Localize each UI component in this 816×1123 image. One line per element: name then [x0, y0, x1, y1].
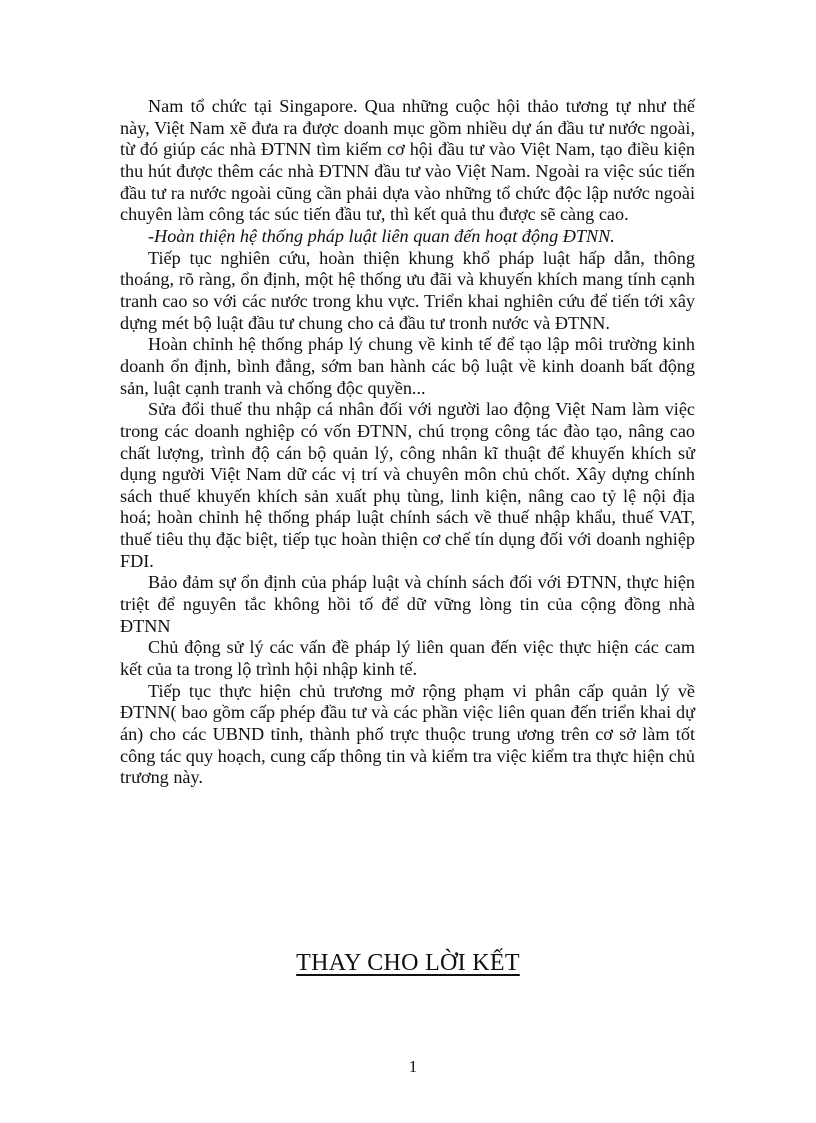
section-heading-legal-system: -Hoàn thiện hệ thống pháp luật liên quan đến hoạt động ĐTNN.: [148, 225, 615, 246]
paragraph-legal-framework: Tiếp tục nghiên cứu, hoàn thiện khung khổ pháp luật hấp dẫn, thông thoáng, rõ ràng, ổn định, một hệ thống ưu đãi và khuyến khích mang tính cạnh tranh cao so với các nước trong khu vực. Triển khai nghiên cứu để tiến tới xây dựng mét bộ luật đầu tư chung cho cả đầu tư tronh nước và ĐTNN.: [120, 247, 695, 333]
paragraph-legal-stability: Bảo đảm sự ổn định của pháp luật và chính sách đối với ĐTNN, thực hiện triệt để nguyên tắc không hồi tố để dữ vững lòng tin của cộng đồng nhà ĐTNN: [120, 572, 695, 636]
paragraph-tax-policy: Sửa đổi thuế thu nhập cá nhân đối với người lao động Việt Nam làm việc trong các doanh nghiệp có vốn ĐTNN, chú trọng công tác đào tạo, nâng cao chất lượng, trình độ cán bộ quản lý, công nhân kĩ thuật để khuyến khích sử dụng người Việt Nam dữ các vị trí và chuyên môn chủ chốt. Xây dựng chính sách thuế khuyến khích sản xuất phụ tùng, linh kiện, nâng cao tỷ lệ nội địa hoá; hoàn chỉnh hệ thống pháp luật chính sách về thuế nhập khẩu, thuế VAT, thuế tiêu thụ đặc biệt, tiếp tục hoàn thiện cơ chế tín dụng đối với doanh nghiệp FDI.: [120, 399, 695, 571]
paragraph-singapore-conferences: Nam tổ chức tại Singapore. Qua những cuộc hội thảo tương tự như thế này, Việt Nam xẽ đưa ra được doanh mục gồm nhiều dự án đầu tư nước ngoài, từ đó giúp các nhà ĐTNN tìm kiếm cơ hội đầu tư vào Việt Nam, tạo điều kiện thu hút được thêm các nhà ĐTNN đầu tư vào Việt Nam. Ngoài ra việc súc tiến đầu tư ra nước ngoài cũng cần phải dựa vào những tổ chức độc lập nước ngoài chuyên làm công tác súc tiến đầu tư, thì kết quả thu được sẽ càng cao.: [120, 96, 695, 225]
paragraph-integration-commitments: Chủ động sử lý các vấn đề pháp lý liên quan đến việc thực hiện các cam kết của ta trong lộ trình hội nhập kinh tế.: [120, 637, 695, 680]
closing-heading: THAY CHO LỜI KẾT: [296, 950, 520, 976]
paragraph-decentralization: Tiếp tục thực hiện chủ trương mở rộng phạm vi phân cấp quản lý về ĐTNN( bao gồm cấp phép đầu tư và các phần việc liên quan đến triển khai dự án) cho các UBND tỉnh, thành phố trực thuộc trung ương trên cơ sở làm tốt công tác quy hoạch, cung cấp thông tin và kiểm tra việc kiểm tra thực hiện chủ trương này.: [120, 680, 695, 788]
paragraph-economic-law: Hoàn chỉnh hệ thống pháp lý chung về kinh tế để tạo lập môi trường kinh doanh ổn định, bình đẳng, sớm ban hành các bộ luật về kinh doanh bất động sản, luật cạnh tranh và chống độc quyền...: [120, 334, 695, 398]
page-number: 1: [408, 1057, 418, 1076]
body-text: [120, 96, 695, 789]
